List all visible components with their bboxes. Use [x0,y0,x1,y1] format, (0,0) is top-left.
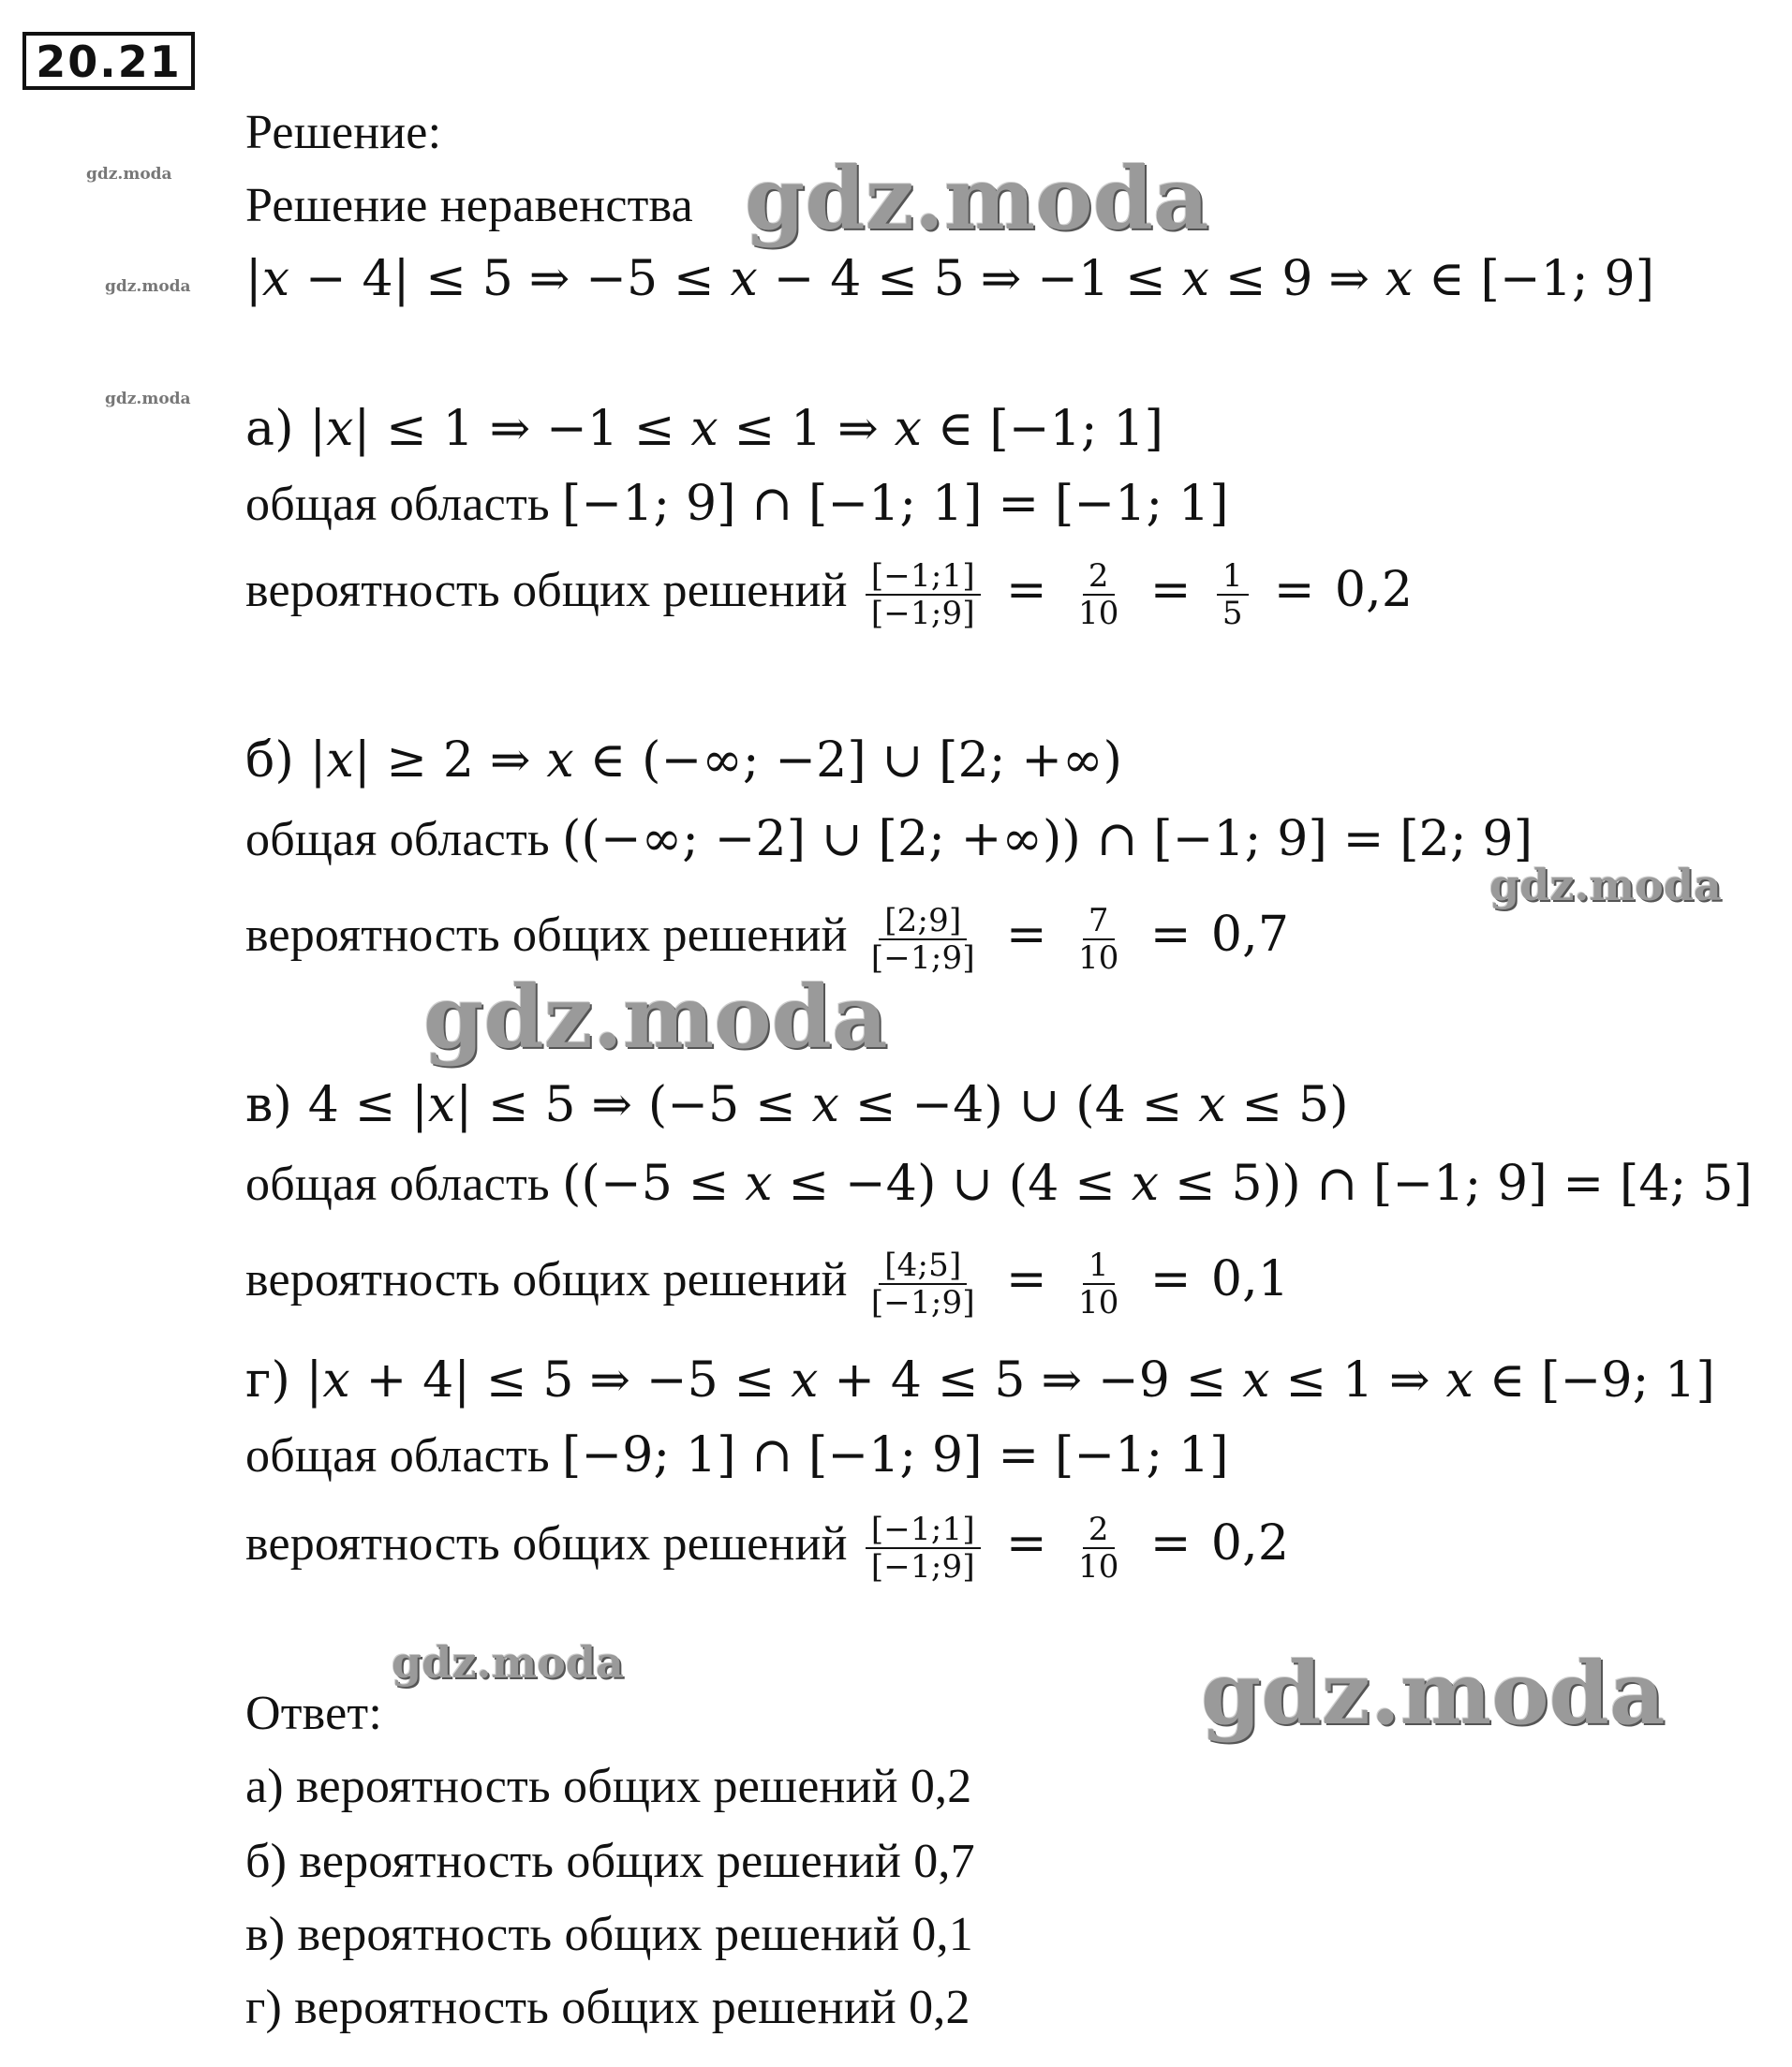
prob-label: вероятность общих решений [245,1516,848,1571]
prob-label: вероятность общих решений [245,908,848,962]
answer-item-v: в) вероятность общих решений 0,1 [245,1908,973,1961]
part-a-fraction-2 [1073,558,1125,631]
equals-sign: = [1149,1514,1192,1572]
part-v-common: ((−5 ≤ 𝑥 ≤ −4) ∪ (4 ≤ 𝑥 ≤ 5)) ∩ [−1; 9] = [4; 5] [562,1156,1754,1212]
equals-sign: = [1005,1250,1047,1307]
part-b-common-line [245,811,1533,868]
part-v-common-line [245,1156,1753,1213]
watermark-small-2: gdz.moda [105,277,191,296]
answer-item-b: б) вероятность общих решений 0,7 [245,1835,975,1888]
common-label: общая область [245,813,550,866]
watermark-mid-2: gdz.moda [392,1637,624,1688]
part-b-prob-line [245,903,1289,976]
fraction-denominator: [−1;9] [870,1284,975,1321]
part-a-result: 0,2 [1334,561,1414,618]
part-v-inequality: в) 4 ≤ |𝑥| ≤ 5 ⇒ (−5 ≤ 𝑥 ≤ −4) ∪ (4 ≤ 𝑥 ≤ 5) [245,1077,1349,1133]
part-v-fraction-2 [1073,1248,1125,1321]
fraction-numerator: [4;5] [879,1248,967,1285]
solution-heading: Решение: [245,106,442,159]
part-g-fraction [866,1512,981,1585]
part-v-result: 0,1 [1210,1250,1290,1307]
fraction-numerator: 1 [1083,1248,1115,1285]
part-b-result: 0,7 [1210,906,1290,963]
fraction-numerator: 2 [1083,558,1115,596]
fraction-numerator: [2;9] [879,903,967,940]
common-label: общая область [245,478,550,531]
part-g-common: [−9; 1] ∩ [−1; 9] = [−1; 1] [562,1427,1229,1484]
part-b-inequality: б) |𝑥| ≥ 2 ⇒ 𝑥 ∈ (−∞; −2] ∪ [2; +∞) [245,732,1123,789]
part-b-fraction-2 [1073,903,1125,976]
equals-sign: = [1149,1250,1192,1307]
equals-sign: = [1005,906,1047,963]
answer-item-a: а) вероятность общих решений 0,2 [245,1760,972,1813]
fraction-numerator: [−1;1] [866,1512,981,1549]
part-a-fraction [866,558,981,631]
fraction-numerator: 7 [1083,903,1115,940]
part-g-prob-line [245,1512,1289,1585]
fraction-denominator: 10 [1077,939,1119,977]
part-b-common: ((−∞; −2] ∪ [2; +∞)) ∩ [−1; 9] = [2; 9] [562,811,1533,867]
fraction-denominator: 10 [1077,1548,1119,1586]
part-v-prob-line [245,1248,1289,1321]
fraction-denominator: [−1;9] [870,939,975,977]
watermark-large-3: gdz.moda [1201,1643,1666,1744]
fraction-denominator: 10 [1077,1284,1119,1321]
part-g-inequality: г) |𝑥 + 4| ≤ 5 ⇒ −5 ≤ 𝑥 + 4 ≤ 5 ⇒ −9 ≤ 𝑥 ≤ 1 ⇒ 𝑥 ∈ [−9; 1] [245,1352,1715,1409]
watermark-mid-1: gdz.moda [1489,860,1722,910]
part-a-prob-line [245,558,1413,631]
prob-label: вероятность общих решений [245,563,848,617]
part-a-common-line [245,476,1229,533]
watermark-large-1: gdz.moda [745,148,1209,249]
part-g-fraction-2 [1073,1512,1125,1585]
equals-sign: = [1149,906,1192,963]
equals-sign: = [1005,1514,1047,1572]
fraction-denominator: [−1;9] [870,1548,975,1586]
common-label: общая область [245,1158,550,1211]
answer-heading: Ответ: [245,1687,382,1740]
watermark-small-3: gdz.moda [105,390,191,408]
common-label: общая область [245,1429,550,1483]
part-a-fraction-3 [1217,558,1249,631]
part-v-fraction [866,1248,981,1321]
part-a-common: [−1; 9] ∩ [−1; 1] = [−1; 1] [562,476,1229,532]
part-g-result: 0,2 [1210,1514,1290,1572]
fraction-numerator: 1 [1217,558,1249,596]
fraction-denominator: 5 [1222,595,1243,632]
main-inequality: |𝑥 − 4| ≤ 5 ⇒ −5 ≤ 𝑥 − 4 ≤ 5 ⇒ −1 ≤ 𝑥 ≤ 9 ⇒ 𝑥 ∈ [−1; 9] [245,251,1655,307]
answer-item-g: г) вероятность общих решений 0,2 [245,1981,970,2034]
part-g-common-line [245,1427,1229,1484]
watermark-large-2: gdz.moda [423,967,888,1068]
fraction-numerator: [−1;1] [866,558,981,596]
intro-text: Решение неравенства [245,179,693,232]
part-b-fraction [866,903,981,976]
fraction-denominator: [−1;9] [870,595,975,632]
watermark-small-1: gdz.moda [86,165,172,184]
prob-label: вероятность общих решений [245,1252,848,1307]
part-a-inequality: а) |𝑥| ≤ 1 ⇒ −1 ≤ 𝑥 ≤ 1 ⇒ 𝑥 ∈ [−1; 1] [245,401,1164,457]
equals-sign: = [1005,561,1047,618]
equals-sign: = [1149,561,1192,618]
equals-sign: = [1273,561,1315,618]
fraction-denominator: 10 [1077,595,1119,632]
fraction-numerator: 2 [1083,1512,1115,1549]
problem-number-box: 20.21 [22,32,195,90]
